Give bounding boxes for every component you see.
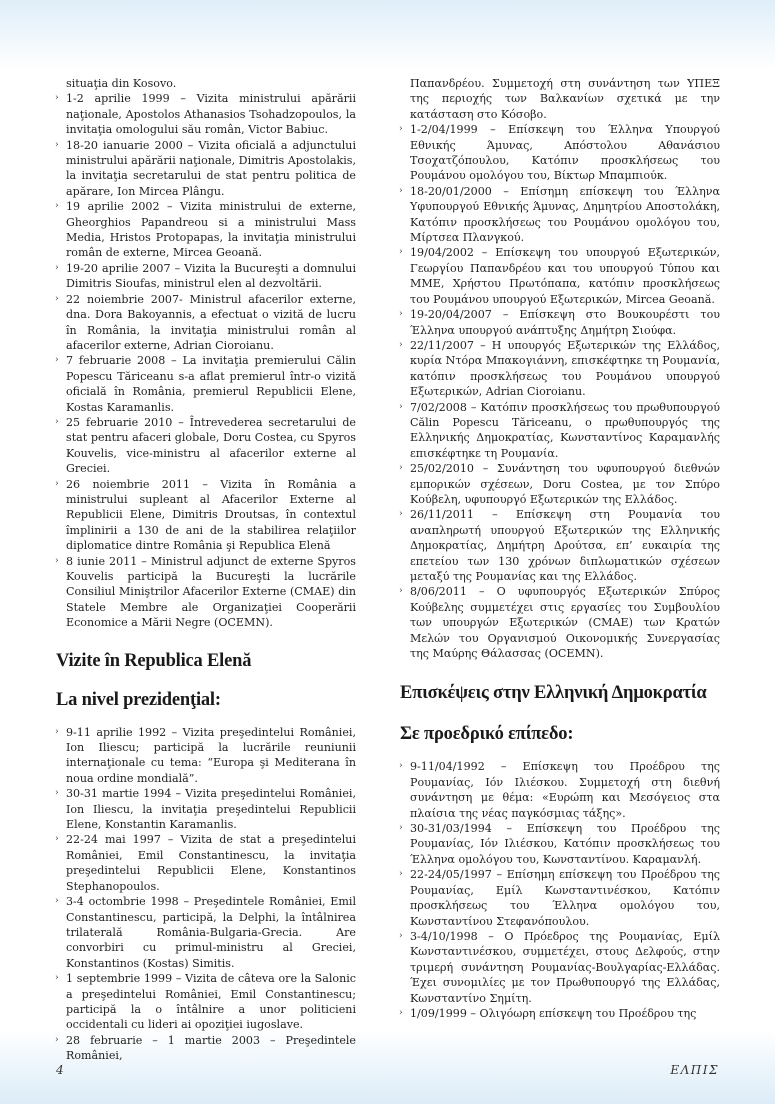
bullet-arrow-icon: ›: [55, 973, 59, 984]
list-item: [400, 507, 720, 584]
section-heading-visits-greece: Vizite în Republica Elenă: [56, 650, 252, 671]
bullet-arrow-icon: ›: [399, 586, 403, 597]
list-item: [400, 184, 720, 246]
bullet-arrow-icon: ›: [55, 139, 59, 150]
bullet-arrow-icon: ›: [399, 124, 403, 135]
bullet-arrow-icon: ›: [55, 726, 59, 737]
bullet-arrow-icon: ›: [399, 823, 403, 834]
list-item-text: 1-2 aprilie 1999 – Vizita ministrului apărării naţionale, Apostolos Athanasios Tsohadzopoulos, la invitaţia omologului său român, Victor Babiuc.: [66, 92, 356, 137]
list-item: [400, 929, 720, 1006]
list-item-text: 9-11/04/1992 – Επίσκεψη του Προέδρου της Ρουμανίας, Ιόν Ιλιέσκου. Συμμετοχή στη διεθνή συνάντηση με θέμα: «Ευρώπη και Μεσόγειος στα πλαίσια της νέας παγκόσμιας τάξης».: [410, 760, 720, 820]
bullet-arrow-icon: ›: [399, 185, 403, 196]
list-item: [400, 245, 720, 307]
bullet-arrow-icon: ›: [399, 309, 403, 320]
publication-name: ΕΛΠΙΣ: [670, 1063, 719, 1077]
bullet-arrow-icon: ›: [399, 401, 403, 412]
list-item: [400, 122, 720, 184]
list-item: [400, 338, 720, 400]
list-item: [56, 199, 356, 261]
list-item: [56, 786, 356, 832]
list-item-text: 19-20 aprilie 2007 – Vizita la Bucureşti a domnului Dimitris Sioufas, ministrul elen al dezvoltării.: [66, 261, 356, 291]
list-item-text: 19 aprilie 2002 – Vizita ministrului de externe, Gheorghios Papandreou si a ministrului Mass Media, Hristos Protopapas, la invitaţia ministrului român de externe, Mircea Geoană.: [66, 200, 356, 260]
bullet-arrow-icon: ›: [55, 1034, 59, 1045]
list-item-text: 7/02/2008 – Κατόπιν προσκλήσεως του πρωθυπουργού Călin Popescu Tăriceanu, ο πρωθυπουργός της Ελληνικής Δημοκρατίας, Κωνσταντίνος Καραμανλής επισκέφτηκε τη Ρουμανία.: [410, 400, 720, 460]
list-item-text: 28 februarie – 1 martie 2003 – Preşedintele României,: [66, 1033, 356, 1063]
bullet-arrow-icon: ›: [55, 834, 59, 845]
list-item-text: 1 septembrie 1999 – Vizita de câteva ore la Salonic a preşedintelui României, Emil Constantinescu; participă la o întâlnire a unor politicieni occidentali cu lideri ai opoziţiei iugoslave.: [66, 972, 356, 1032]
bullet-arrow-icon: ›: [55, 262, 59, 273]
bullet-arrow-icon: ›: [399, 339, 403, 350]
section-heading-visits-greece-gr: Επισκέψεις στην Ελληνική Δημοκρατία: [400, 683, 707, 704]
list-item-text: 26 noiembrie 2011 – Vizita în România a ministrului supleant al Afacerilor Externe al Republicii Elene, Dimitris Droutsas, în contextul împlinirii a 130 de ani de la stabilirea relaţiilor diplomatice dintre România şi Republica Elenă: [66, 477, 356, 553]
list-item-text: 8/06/2011 – Ο υφυπουργός Εξωτερικών Σπύρος Κούβελης συμμετέχει στις εργασίες του Συμβουλίου των υπουργών Εξωτερικών (CMAE) των Κρατών Μελών του Οργανισμού Οικονομικής Συνεργασίας της Μαύρης Θάλασσας (OCEMN).: [410, 585, 720, 661]
list-item-text: 3-4 octombrie 1998 – Preşedintele României, Emil Constantinescu, participă, la Delphi, la întâlnirea trilaterală România-Bulgaria-Grecia. Are convorbiri cu primul-ministru al Greciei, Konstantinos (Kostas) Simitis.: [66, 895, 356, 970]
list-item-text: 22/11/2007 – Η υπουργός Εξωτερικών της Ελλάδος, κυρία Ντόρα Μπακογιάννη, επισκέφτηκε τη Ρουμανία, κατόπιν προσκλήσεως του Ρουμάνου υπουργού Εξωτερικών, Adrian Cioroianu.: [410, 338, 720, 399]
list-item: [400, 307, 720, 338]
bullet-arrow-icon: ›: [399, 247, 403, 258]
list-item: [56, 1033, 356, 1064]
bullet-arrow-icon: ›: [55, 788, 59, 799]
continued-text: [400, 76, 720, 122]
list-item-text: 7 februarie 2008 – La invitaţia premierului Călin Popescu Tăriceanu s-a aflat premierul într-o vizită oficială în România, premierul Republicii Elene, Kostas Karamanlis.: [66, 354, 356, 414]
left-presidential-list: [56, 725, 356, 1064]
list-item: [400, 821, 720, 867]
list-item: [56, 261, 356, 292]
bullet-arrow-icon: ›: [399, 463, 403, 474]
list-item: [400, 584, 720, 661]
subheading-presidential-level-gr: Σε προεδρικό επίπεδο:: [400, 724, 574, 745]
continued-text: [56, 76, 356, 91]
bullet-arrow-icon: ›: [55, 201, 59, 212]
bullet-arrow-icon: ›: [399, 761, 403, 772]
list-item-text: 18-20/01/2000 – Επίσημη επίσκεψη του Έλληνα Υφυπουργού Εθνικής Άμυνας, Δημητρίου Αποστολάκη, Κατόπιν προσκλήσεως του Ρουμάνου ομολόγου του, Μίρτσεα Πλανγκού.: [410, 184, 720, 245]
list-item-text: 22-24 mai 1997 – Vizita de stat a preşedintelui României, Emil Constantinescu, la invitaţia preşedintelui Republicii Elene, Konstantinos Stephanopoulos.: [66, 833, 356, 893]
bullet-arrow-icon: ›: [399, 930, 403, 941]
list-item: [56, 138, 356, 200]
page-number: 4: [56, 1063, 64, 1077]
list-item: [400, 867, 720, 929]
list-item: [56, 832, 356, 894]
list-item: [56, 477, 356, 554]
list-item: [56, 292, 356, 354]
list-item-text: 18-20 ianuarie 2000 – Vizita oficială a adjunctului ministrului apărării naţionale, Dimitris Apostolakis, la invitaţia secretarului de stat pentru politica de apărare, Ion Mircea Plângu.: [66, 138, 356, 198]
list-item-text: 3-4/10/1998 – Ο Πρόεδρος της Ρουμανίας, Εμίλ Κωνσταντινέσκου, συμμετέχει, στους Δελφούς, στην τριμερή συνάντηση Ρουμανίας-Βουλγαρίας-Ελλάδας. Έχει συνομιλίες με τον Πρωθυπουργό της Ελλάδας, Κωνσταντίνο Σημίτη.: [410, 929, 720, 1005]
list-item-text: 25/02/2010 – Συνάντηση του υφυπουργού διεθνών εμπορικών σχέσεων, Doru Costea, με τον Σπύρο Κούβελη, υφυπουργό Εξωτερικών της Ελλάδος.: [410, 462, 720, 506]
list-item: [56, 971, 356, 1033]
right-visits-list: [400, 76, 720, 661]
list-item: [56, 725, 356, 787]
bullet-arrow-icon: ›: [55, 416, 59, 427]
list-item-text: situaţia din Kosovo.: [66, 77, 177, 90]
list-item-text: 9-11 aprilie 1992 – Vizita preşedintelui României, Ion Iliescu; participă la lucrările reuniunii internaţionale cu tema: “Europa şi Mediterana în noua ordine mondială”.: [66, 725, 356, 785]
list-item-text: 1-2/04/1999 – Επίσκεψη του Έλληνα Υπουργού Εθνικής Άμυνας, Απόστολου Αθανάσιου Τσοχατζόπουλου, Κατόπιν προσκλήσεως του Ρουμάνου ομολόγου του, Βίκτωρ Μπαμπιούκ.: [410, 123, 720, 183]
list-item-text: 30-31/03/1994 – Επίσκεψη του Προέδρου της Ρουμανίας, Ιόν Ιλιέσκου, Κατόπιν προσκλήσεως του Έλληνα ομολόγου του, Κωνσταντίνου. Καραμανλή.: [410, 822, 720, 866]
list-item-text: 19/04/2002 – Επίσκεψη του υπουργού Εξωτερικών, Γεωργίου Παπανδρέου και του υπουργού Τύπου και ΜΜΕ, Χρήστου Πρωτόπαπα, κατόπιν προσκλήσεως του Ρουμάνου υπουργού Εξωτερικών, Mircea Geoană.: [410, 246, 720, 306]
bullet-arrow-icon: ›: [399, 1007, 403, 1018]
list-item-text: 26/11/2011 – Επίσκεψη στη Ρουμανία του αναπληρωτή υπουργού Εξωτερικών της Ελληνικής Δημοκρατίας, Δημήτρη Δρούτσα, επ’ ευκαιρία της επετείου των 130 χρόνων διπλωματικών σχέσεων μεταξύ της Ρουμανίας και της Ελλάδος.: [410, 508, 720, 583]
list-item: [400, 461, 720, 507]
bullet-arrow-icon: ›: [399, 869, 403, 880]
list-item-text: 22 noiembrie 2007- Ministrul afacerilor externe, dna. Dora Bakoyannis, a efectuat o vizită de lucru în România, la invitaţia ministrului român al afacerilor externe, Adrian Cioroianu.: [66, 292, 356, 352]
list-item: [56, 353, 356, 415]
bullet-arrow-icon: ›: [399, 509, 403, 520]
list-item: [56, 894, 356, 971]
subheading-presidential-level: La nivel prezidenţial:: [56, 689, 221, 710]
list-item-text: 1/09/1999 – Ολιγόωρη επίσκεψη του Προέδρου της: [410, 1006, 697, 1020]
list-item-text: 8 iunie 2011 – Ministrul adjunct de externe Spyros Kouvelis participă la Bucureşti la lucrările Consiliul Miniştrilor Afacerilor Externe (CMAE) din Statele Membre ale Organizaţiei Cooperării Economice a Mării Negre (OCEMN).: [66, 554, 356, 630]
bullet-arrow-icon: ›: [55, 93, 59, 104]
bullet-arrow-icon: ›: [55, 555, 59, 566]
list-item-text: 22-24/05/1997 – Επίσημη επίσκεψη του Προέδρου της Ρουμανίας, Εμίλ Κωνσταντινέσκου, Κατόπιν προσκλήσεως του Έλληνα ομολόγου του, Κωνσταντίνου Στεφανόπουλου.: [410, 868, 720, 928]
list-item: [400, 400, 720, 462]
bullet-arrow-icon: ›: [55, 355, 59, 366]
list-item-text: 30-31 martie 1994 – Vizita preşedintelui României, Ion Iliescu, la invitaţia preşedintelui Republicii Elene, Konstantin Karamanlis.: [66, 787, 356, 832]
list-item: [56, 554, 356, 631]
bullet-arrow-icon: ›: [55, 293, 59, 304]
list-item-text: 19-20/04/2007 – Επίσκεψη στο Βουκουρέστι του Έλληνα υπουργού ανάπτυξης Δημήτρη Σιούφα.: [410, 308, 720, 337]
left-column: [56, 76, 356, 1064]
list-item: [56, 415, 356, 477]
bullet-arrow-icon: ›: [55, 478, 59, 489]
list-item-text: Παπανδρέου. Συμμετοχή στη συνάντηση των ΥΠΕΞ της περιοχής των Βαλκανίων σχετικά με την κατάσταση στο Κόσοβο.: [410, 77, 720, 121]
list-item: [400, 1006, 720, 1021]
right-presidential-list: [400, 759, 720, 1021]
list-item: [56, 91, 356, 137]
left-visits-list: [56, 76, 356, 631]
bullet-arrow-icon: ›: [55, 896, 59, 907]
list-item: [400, 759, 720, 821]
list-item-text: 25 februarie 2010 – Întrevederea secretarului de stat pentru afaceri globale, Doru Costea, cu Spyros Kouvelis, vice-ministru al afacerilor externe al Greciei.: [66, 415, 356, 476]
right-column: [400, 76, 720, 1021]
